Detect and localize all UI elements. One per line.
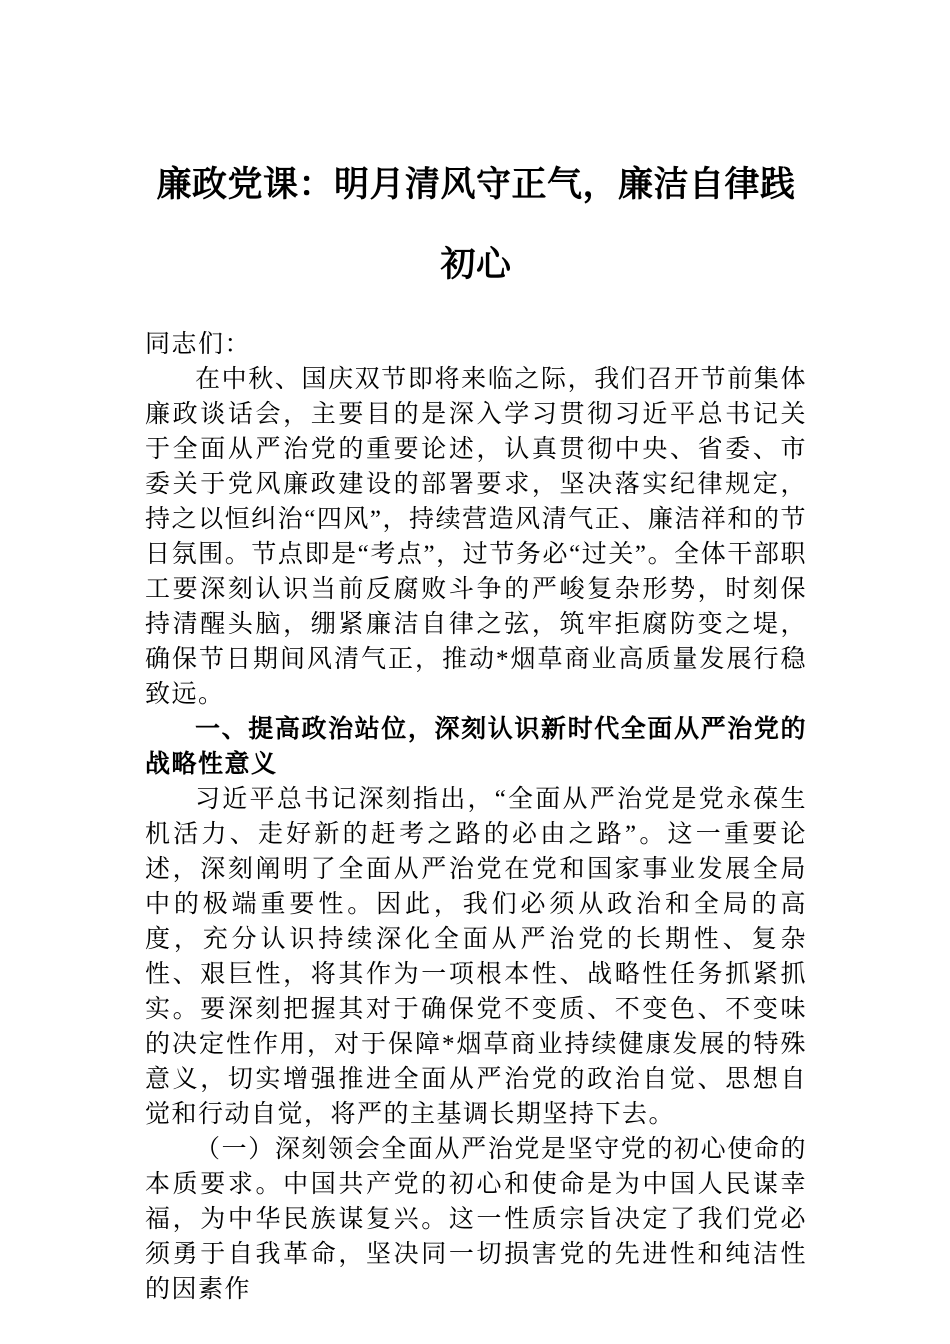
section-heading-1: 一、提高政治站位，深刻认识新时代全面从严治党的战略性意义 — [145, 716, 807, 778]
paragraph-intro: 在中秋、国庆双节即将来临之际，我们召开节前集体廉政谈话会，主要目的是深入学习贯彻习近平总书记关于全面从严治党的重要论述，认真贯彻中央、省委、市委关于党风廉政建设的部署要求，坚决落实纪律规定，持之以恒纠治“四风”，持续营造风清气正、廉洁祥和的节日氛围。节点即是“考点”，过节务必“过关”。全体干部职工要深刻认识当前反腐败斗争的严峻复杂形势，时刻保持清醒头脑，绷紧廉洁自律之弦，筑牢拒腐防变之堤，确保节日期间风清气正，推动*烟草商业高质量发展行稳致远。 — [145, 366, 807, 708]
document-title: 廉政党课：明月清风守正气，廉洁自律践初心 — [156, 165, 796, 284]
paragraph-subsection-1: （一）深刻领会全面从严治党是坚守党的初心使命的本质要求。中国共产党的初心和使命是为中国人民谋幸福，为中华民族谋复兴。这一性质宗旨决定了我们党必须勇于自我革命，坚决同一切损害党的先进性和纯洁性的因素作 — [145, 1136, 807, 1303]
paragraph-section-1-body: 习近平总书记深刻指出，“全面从严治党是党永葆生机活力、走好新的赶考之路的必由之路”。这一重要论述，深刻阐明了全面从严治党在党和国家事业发展全局中的极端重要性。因此，我们必须从政治和全局的高度，充分认识持续深化全面从严治党的长期性、复杂性、艰巨性，将其作为一项根本性、战略性任务抓紧抓实。要深刻把握其对于确保党不变质、不变色、不变味的决定性作用，对于保障*烟草商业持续健康发展的特殊意义，切实增强推进全面从严治党的政治自觉、思想自觉和行动自觉，将严的主基调长期坚持下去。 — [145, 786, 807, 1128]
paragraph-salutation: 同志们： — [145, 331, 252, 358]
document-body — [145, 327, 807, 1307]
